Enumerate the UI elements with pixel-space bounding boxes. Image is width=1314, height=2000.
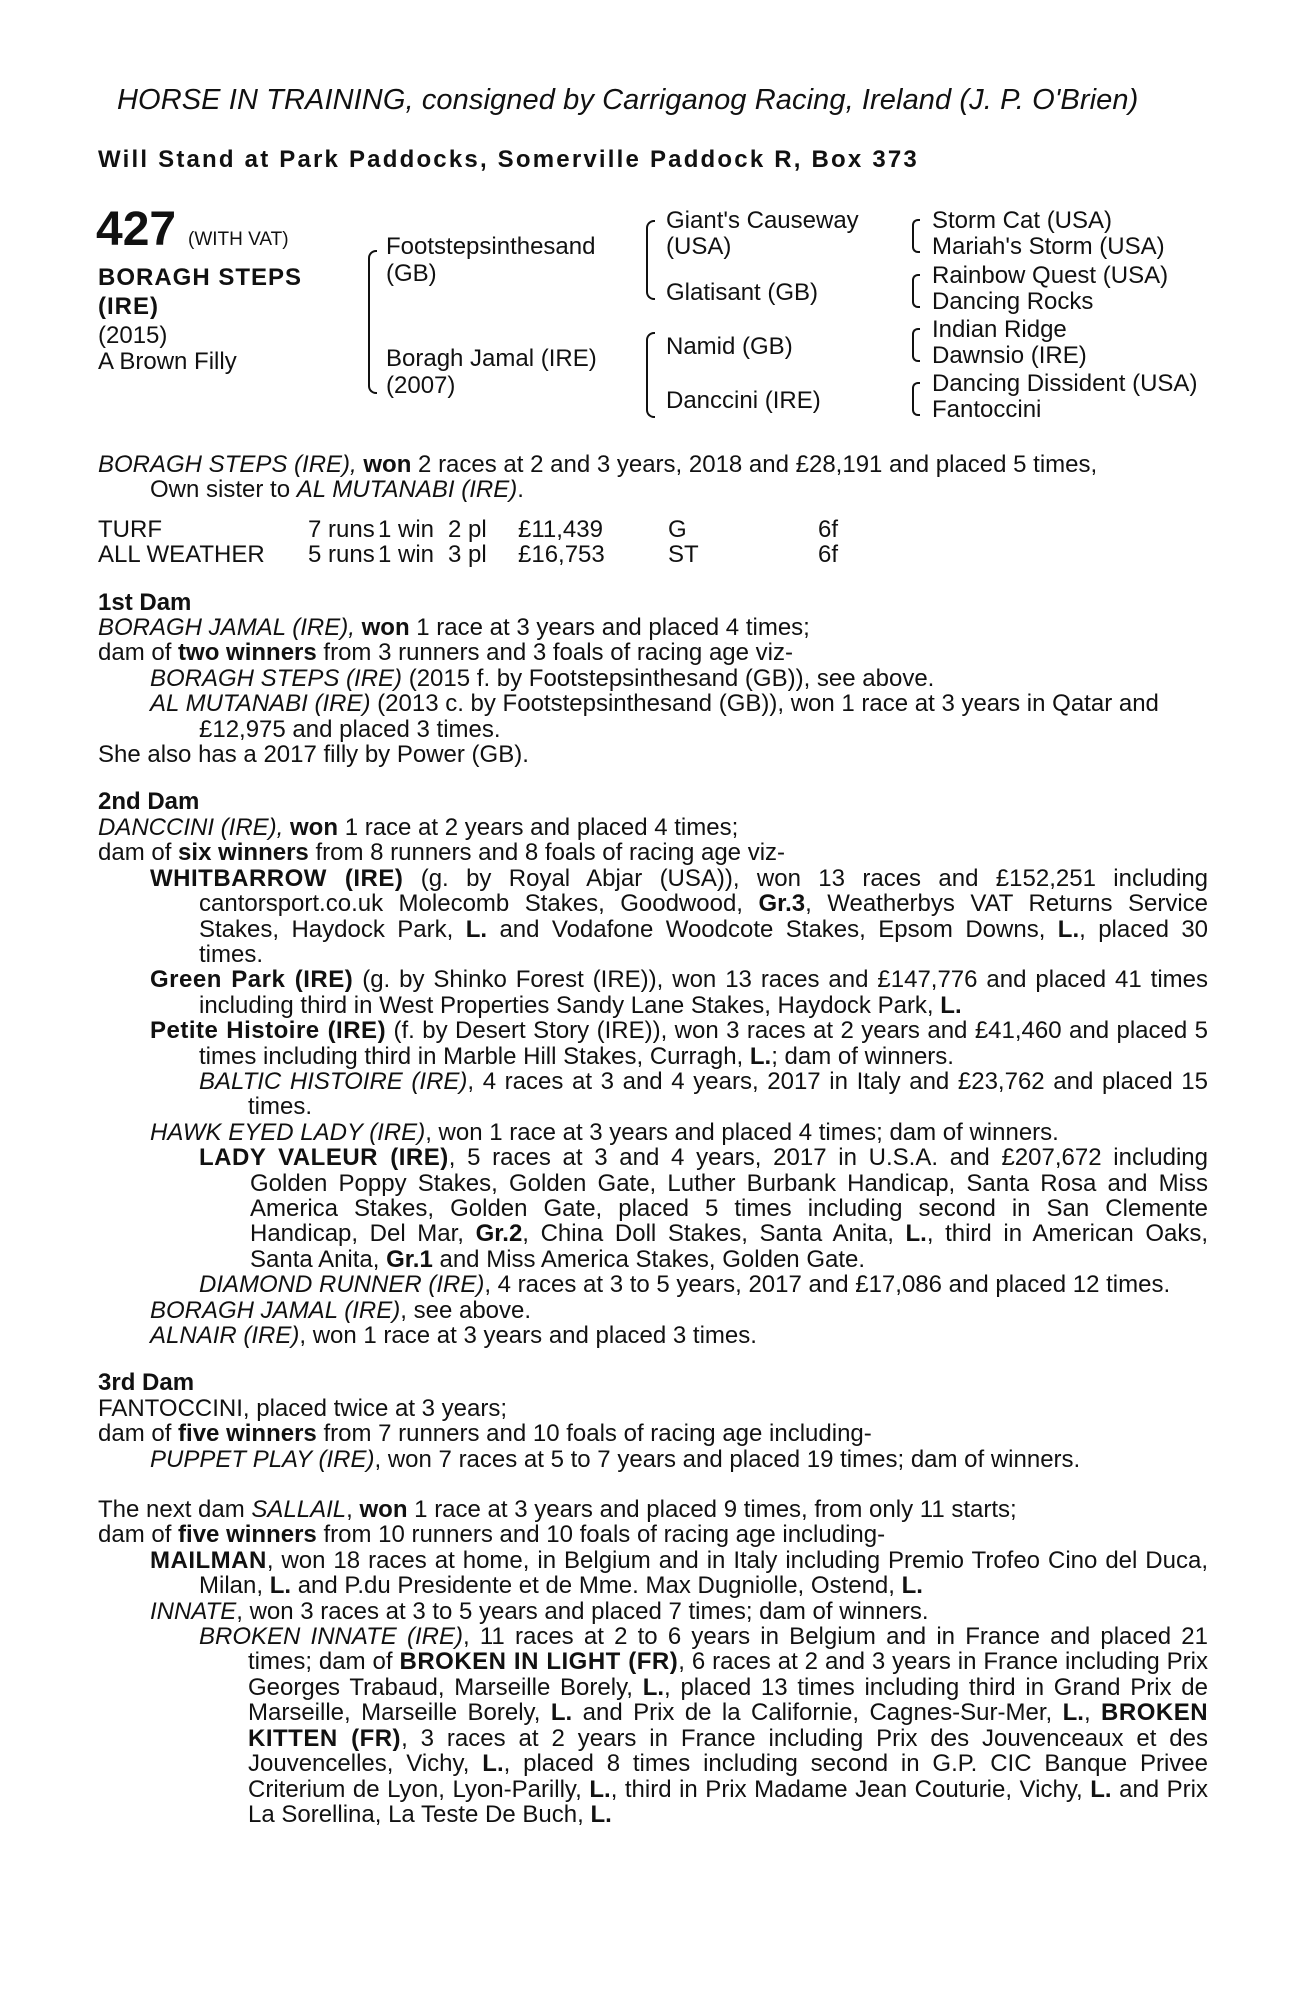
race-summary: BORAGH STEPS (IRE), won 2 races at 2 and 3 years, 2018 and £28,191 and placed 5 times, bbox=[98, 451, 1098, 478]
produce-entry: AL MUTANABI (IRE) (2013 c. by Footstepsinthesand (GB)), won 1 race at 3 years in Qatar and £12,975 and placed 3 times. bbox=[150, 690, 1159, 743]
sire-parents-brace bbox=[646, 220, 655, 300]
record-row bbox=[98, 517, 878, 542]
sire-sire-line2: (USA) bbox=[666, 233, 732, 260]
produce-entry: BROKEN INNATE (IRE), 11 races at 2 to 6 years in Belgium and in France and placed 21 times; dam of BROKEN IN LIGHT (FR), 6 races at 2 and 3 years in France including Prix Georges Trabaud, Marseille Borely, L., placed 13 times including third in Grand Prix de Marseille, Marseille Borely, L. and Prix de la Californie, Cagnes-Sur-Mer, L., BROKEN KITTEN (FR), 3 races at 2 years in France including Prix des Jouvenceaux et des Jouvencelles, Vichy, L., placed 8 times including second in G.P. CIC Banque Privee Criterium de Lyon, Lyon-Parilly, L., third in Prix Madame Jean Couturie, Vichy, L. and Prix La Sorellina, La Teste De Buch, L. bbox=[199, 1623, 1209, 1828]
gen3-7: Dancing Dissident (USA) bbox=[932, 370, 1198, 397]
dam-dam: Danccini (IRE) bbox=[666, 387, 821, 414]
third-dam-heading: 3rd Dam bbox=[98, 1369, 195, 1397]
horse-name: BORAGH STEPS (IRE) bbox=[98, 264, 303, 320]
record-earnings: £16,753 bbox=[518, 541, 605, 569]
produce-entry: HAWK EYED LADY (IRE), won 1 race at 3 years and placed 4 times; dam of winners. bbox=[150, 1118, 1059, 1146]
gen3-6: Dawnsio (IRE) bbox=[932, 342, 1087, 369]
page-title: HORSE IN TRAINING, consigned by Carriganog Racing, Ireland (J. P. O'Brien) bbox=[117, 84, 1139, 116]
sire-line1: Footstepsinthesand bbox=[386, 233, 596, 260]
sire-dam: Glatisant (GB) bbox=[666, 279, 819, 306]
next-dam-produce-line: dam of five winners from 10 runners and 10 foals of racing age including- bbox=[98, 1521, 886, 1549]
produce-entry: PUPPET PLAY (IRE), won 7 races at 5 to 7 years and placed 19 times; dam of winners. bbox=[150, 1445, 1081, 1473]
record-runs: 5 runs bbox=[308, 541, 375, 569]
produce-entry: BORAGH JAMAL (IRE), see above. bbox=[150, 1296, 532, 1324]
record-wins: 1 win bbox=[378, 541, 435, 569]
vat-note: (WITH VAT) bbox=[188, 229, 289, 250]
race-record-table bbox=[98, 517, 878, 568]
gen3-brace-1 bbox=[912, 219, 920, 253]
second-dam-heading: 2nd Dam bbox=[98, 788, 200, 816]
produce-entry: Green Park (IRE) (g. by Shinko Forest (IRE)), won 13 races and £147,776 and placed 41 times including third in West Properties Sandy Lane Stakes, Haydock Park, L. bbox=[150, 966, 1209, 1019]
gen3-brace-4 bbox=[912, 382, 920, 416]
first-dam-produce-line: dam of two winners from 3 runners and 3 foals of racing age viz- bbox=[98, 639, 793, 667]
record-going: ST bbox=[668, 541, 699, 569]
first-dam-heading: 1st Dam bbox=[98, 588, 192, 616]
record-going: G bbox=[668, 515, 687, 543]
record-dist: 6f bbox=[818, 541, 839, 569]
produce-entry: BALTIC HISTOIRE (IRE), 4 races at 3 and 4 years, 2017 in Italy and £23,762 and placed 15 times. bbox=[199, 1067, 1208, 1121]
gen3-8: Fantoccini bbox=[932, 396, 1042, 423]
record-dist: 6f bbox=[818, 515, 839, 543]
gen3-2: Mariah's Storm (USA) bbox=[932, 233, 1165, 260]
third-dam-produce-line: dam of five winners from 7 runners and 10 foals of racing age including- bbox=[98, 1420, 872, 1448]
first-dam-note: She also has a 2017 filly by Power (GB). bbox=[98, 741, 529, 769]
record-placed: 2 pl bbox=[448, 515, 487, 543]
gen3-1: Storm Cat (USA) bbox=[932, 207, 1113, 234]
produce-entry: LADY VALEUR (IRE), 5 races at 3 and 4 years, 2017 in U.S.A. and £207,672 including Golden Poppy Stakes, Golden Gate, Luther Burbank Handicap, Santa Rosa and Miss America Stakes, Golden Gate, placed 5 times including second in San Clemente Handicap, Del Mar, Gr.2, China Doll Stakes, Santa Anita, L., third in American Oaks, Santa Anita, Gr.1 and Miss America Stakes, Golden Gate. bbox=[199, 1144, 1209, 1273]
dam-line2: (2007) bbox=[386, 372, 456, 399]
horse-description: A Brown Filly bbox=[98, 348, 237, 375]
sister-note: Own sister to AL MUTANABI (IRE). bbox=[150, 476, 524, 504]
record-placed: 3 pl bbox=[448, 541, 487, 569]
stand-location: Will Stand at Park Paddocks, Somerville Paddock R, Box 373 bbox=[98, 146, 919, 173]
next-dam-line: The next dam SALLAIL, won 1 race at 3 years and placed 9 times, from only 11 starts; bbox=[98, 1496, 1017, 1524]
produce-entry: MAILMAN, won 18 races at home, in Belgium and in Italy including Premio Trofeo Cino del Duca, Milan, L. and P.du Presidente et de Mme. Max Dugniolle, Ostend, L. bbox=[150, 1546, 1208, 1600]
third-dam-line: FANTOCCINI, placed twice at 3 years; bbox=[98, 1394, 508, 1422]
record-earnings: £11,439 bbox=[518, 515, 603, 543]
produce-entry: BORAGH STEPS (IRE) (2015 f. by Footstepsinthesand (GB)), see above. bbox=[150, 664, 935, 692]
lot-number: 427 bbox=[96, 203, 177, 256]
sire-dam-brace bbox=[368, 250, 377, 394]
foaling-year: (2015) bbox=[98, 322, 168, 349]
record-surface: TURF bbox=[98, 515, 162, 543]
record-runs: 7 runs bbox=[308, 515, 375, 543]
produce-entry: ALNAIR (IRE), won 1 race at 3 years and placed 3 times. bbox=[150, 1322, 757, 1349]
gen3-4: Dancing Rocks bbox=[932, 288, 1094, 315]
record-wins: 1 win bbox=[378, 515, 435, 543]
sire-line2: (GB) bbox=[386, 260, 437, 287]
record-row bbox=[98, 542, 878, 567]
gen3-brace-2 bbox=[912, 274, 920, 308]
dam-sire: Namid (GB) bbox=[666, 333, 793, 360]
catalogue-body bbox=[98, 452, 1208, 1827]
gen3-5: Indian Ridge bbox=[932, 316, 1067, 343]
first-dam-line: BORAGH JAMAL (IRE), won 1 race at 3 years and placed 4 times; bbox=[98, 614, 810, 642]
record-surface: ALL WEATHER bbox=[98, 541, 265, 569]
produce-entry: Petite Histoire (IRE) (f. by Desert Story (IRE)), won 3 races at 2 years and £41,460 and placed 5 times including third in Marble Hill Stakes, Curragh, L.; dam of winners. bbox=[150, 1017, 1208, 1070]
second-dam-line: DANCCINI (IRE), won 1 race at 2 years and placed 4 times; bbox=[98, 813, 739, 841]
produce-entry: INNATE, won 3 races at 3 to 5 years and placed 7 times; dam of winners. bbox=[150, 1597, 929, 1625]
gen3-brace-3 bbox=[912, 328, 920, 362]
sire-sire-line1: Giant's Causeway bbox=[666, 207, 859, 234]
second-dam-produce-line: dam of six winners from 8 runners and 8 foals of racing age viz- bbox=[98, 839, 786, 867]
dam-parents-brace bbox=[646, 332, 655, 418]
produce-entry: WHITBARROW (IRE) (g. by Royal Abjar (USA)), won 13 races and £152,251 including cantorsport.co.uk Molecomb Stakes, Goodwood, Gr.3, Weatherbys VAT Returns Service Stakes, Haydock Park, L. and Vodafone Woodcote Stakes, Epsom Downs, L., placed 30 times. bbox=[150, 864, 1209, 968]
produce-entry: DIAMOND RUNNER (IRE), 4 races at 3 to 5 years, 2017 and £17,086 and placed 12 times. bbox=[199, 1271, 1171, 1299]
dam-line1: Boragh Jamal (IRE) bbox=[386, 345, 597, 372]
gen3-3: Rainbow Quest (USA) bbox=[932, 262, 1169, 289]
